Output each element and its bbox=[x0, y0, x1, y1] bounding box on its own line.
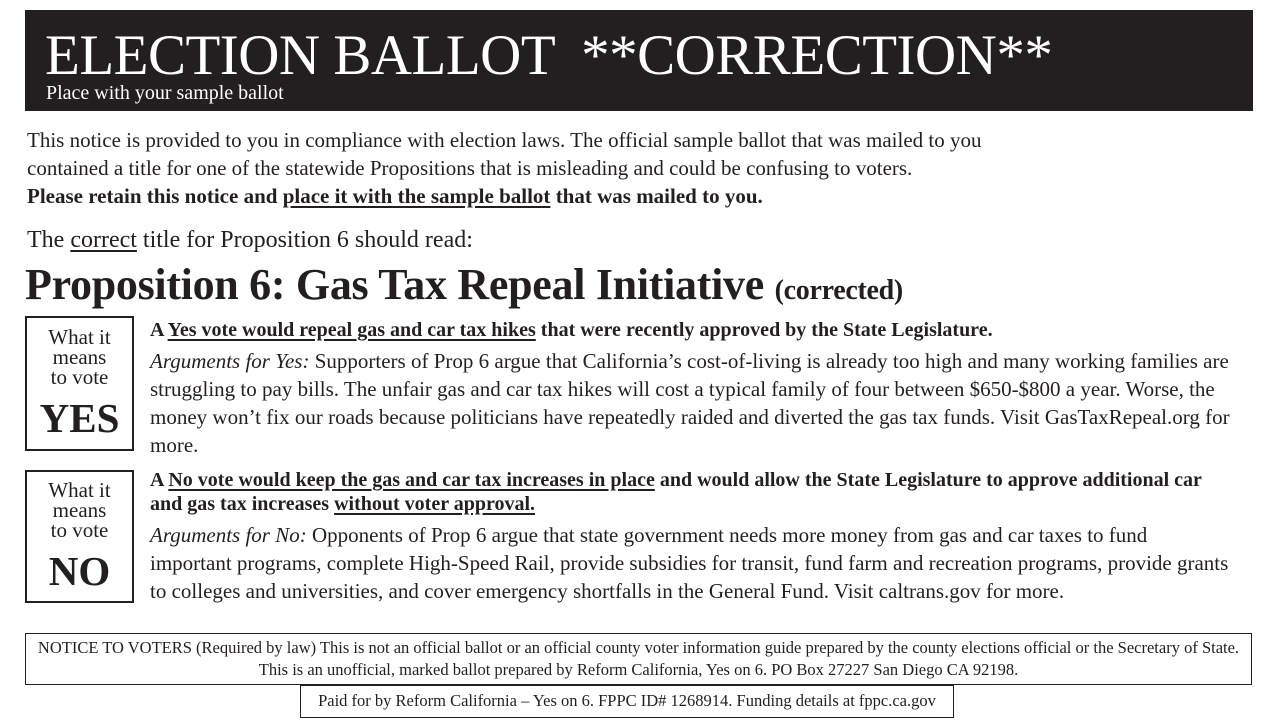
notice-line-2: This is an unofficial, marked ballot prepared by Reform California, Yes on 6. PO Box 27227 San Diego CA 92198. bbox=[258, 660, 1019, 679]
title-main: ELECTION BALLOT bbox=[45, 24, 556, 87]
no-arguments bbox=[150, 521, 1230, 605]
proposition-heading bbox=[25, 260, 903, 316]
intro-line-2: you contained a title for one of the statewide Propositions that is misleading and could be confusing to voters. bbox=[27, 128, 982, 180]
title-correction: **CORRECTION** bbox=[581, 24, 1053, 87]
yes-box-line-1: What it bbox=[48, 325, 111, 349]
proposition-tag: (corrected) bbox=[774, 275, 903, 306]
intro-paragraph bbox=[27, 126, 1027, 210]
no-lead-mid: and would allow the State Legislature to approve additional car and gas tax increases bbox=[150, 469, 1202, 515]
prompt-post: title for Proposition 6 should read: bbox=[136, 227, 473, 253]
no-lead-pre: A bbox=[150, 469, 169, 491]
no-box-line-3: to vote bbox=[50, 518, 109, 542]
prompt-pre: The bbox=[27, 227, 71, 253]
correct-title-prompt bbox=[27, 226, 473, 254]
no-box-line-1: What it bbox=[48, 478, 111, 502]
yes-arguments bbox=[150, 347, 1230, 459]
no-vote-box bbox=[25, 470, 134, 603]
yes-lead-underlined: Yes vote would repeal gas and car tax hikes bbox=[167, 319, 536, 341]
no-arguments-text: Opponents of Prop 6 argue that state government needs more money from gas and car taxes to fund important programs, complete High-Speed Rail, provide subsidies for transit, fund farm and recreation programs, provide grants to colleges and universities, and cover emergency shortfalls in the General Fund. Visit caltrans.gov for more. bbox=[150, 523, 1229, 603]
yes-arguments-label: Arguments for Yes: bbox=[150, 349, 310, 373]
yes-lead-post: that were recently approved by the State Legislature. bbox=[535, 319, 993, 341]
page-title bbox=[45, 26, 1052, 86]
intro-line-3-underlined: place it with the sample ballot bbox=[282, 184, 551, 208]
intro-line-3-post: that was mailed to you. bbox=[550, 184, 763, 208]
yes-box-vote: YES bbox=[39, 395, 120, 441]
proposition-title: Proposition 6: Gas Tax Repeal Initiative bbox=[25, 260, 764, 309]
yes-lead-pre: A bbox=[150, 319, 168, 341]
no-arguments-label: Arguments for No: bbox=[150, 523, 307, 547]
yes-box-line-2: means bbox=[52, 345, 107, 369]
notice-line-1: NOTICE TO VOTERS (Required by law) This is not an official ballot or an official county voter information guide prepared by the county elections official or the Secretary of State. bbox=[37, 638, 1240, 657]
header-banner bbox=[25, 10, 1253, 111]
no-lead-underlined-2: without voter approval. bbox=[334, 493, 536, 515]
yes-arguments-text: Supporters of Prop 6 argue that California’s cost-of-living is already too high and many working families are struggling to pay bills. The unfair gas and car tax hikes will cost a typical family of four between $650-$800 a year. Worse, the money won’t fix our roads because politicians have repeatedly raided and diverted the gas tax funds. Visit GasTaxRepeal.org for more. bbox=[150, 349, 1230, 457]
banner-subtitle: Place with your sample ballot bbox=[46, 82, 284, 104]
notice-to-voters bbox=[25, 633, 1252, 685]
yes-section bbox=[150, 318, 1230, 459]
no-lead-underlined: No vote would keep the gas and car tax increases in place bbox=[168, 469, 655, 491]
no-box-vote: NO bbox=[48, 548, 111, 594]
intro-line-3-pre: Please retain this notice and bbox=[27, 184, 283, 208]
paid-for-disclaimer: Paid for by Reform California – Yes on 6. FPPC ID# 1268914. Funding details at fppc.ca.gov bbox=[300, 685, 954, 718]
intro-line-3 bbox=[27, 184, 763, 208]
yes-lead bbox=[150, 318, 1230, 342]
no-section bbox=[150, 468, 1230, 605]
intro-line-1: This notice is provided to you in compliance with election laws. The official sample ballot that was mailed to bbox=[27, 128, 945, 152]
yes-box-line-3: to vote bbox=[50, 365, 109, 389]
no-box-line-2: means bbox=[52, 498, 107, 522]
prompt-underlined: correct bbox=[70, 227, 137, 253]
yes-vote-box bbox=[25, 316, 134, 451]
no-lead bbox=[150, 468, 1230, 516]
